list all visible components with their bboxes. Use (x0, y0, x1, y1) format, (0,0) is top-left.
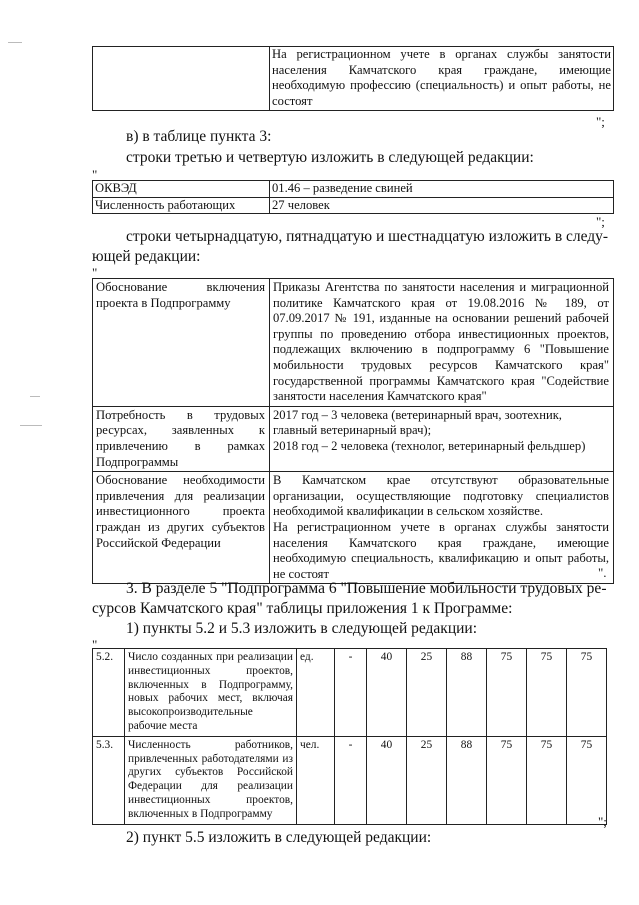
closing-quote: "; (598, 814, 607, 829)
indicator-value: 75 (567, 649, 607, 737)
paragraph-rows-14-16-line1: строки четырнадцатую, пятнадцатую и шестнадцатую изложить в следу- (126, 228, 609, 245)
indicators-table (92, 648, 607, 825)
top-table-empty-cell (93, 47, 270, 111)
indicator-value: 75 (487, 649, 527, 737)
scan-mark (20, 425, 42, 426)
scan-mark (8, 42, 22, 43)
indicator-number: 5.3. (93, 736, 125, 824)
paragraph-rows-14-16-line2: ющей редакции: (92, 248, 201, 265)
indicator-unit: ед. (297, 649, 335, 737)
scan-mark (30, 396, 40, 397)
okved-table (92, 180, 614, 214)
indicator-base: - (335, 649, 367, 737)
paragraph-p55: 2) пункт 5.5 изложить в следующей редакции: (126, 829, 432, 846)
indicator-base: - (335, 736, 367, 824)
opening-quote: " (92, 265, 98, 280)
opening-quote: " (92, 637, 98, 652)
opening-quote: " (92, 167, 98, 182)
indicator-value: 40 (367, 736, 407, 824)
attraction-text-2: На регистрационном учете в органах службы занятости населения Камчатского края граждане, имеющие необходимую специальность, квалификацию и опыт работы, не состоят (273, 519, 609, 581)
labor-need-label: Потребность в трудовых ресурсах, заявленных к привлечению в рамках Подпрограммы (93, 406, 270, 471)
indicator-unit: чел. (297, 736, 335, 824)
justification-label: Обоснование включения проекта в Подпрограмму (93, 279, 270, 407)
top-table (92, 46, 614, 111)
closing-quote: ". (598, 565, 607, 580)
labor-need-2017: 2017 год – 3 человека (ветеринарный врач, зоотехник, главный ветеринарный врач); (273, 407, 562, 438)
okved-value: 01.46 – разведение свиней (270, 181, 614, 198)
section-3-line2: сурсов Камчатского края" таблицы приложения 1 к Программе: (92, 600, 513, 617)
indicator-value: 75 (527, 649, 567, 737)
justification-value: Приказы Агентства по занятости населения и миграционной политике Камчатского края от 19.08.2016 № 189, от 07.09.2017 № 191, изданные на основании решений рабочей группы по проведению отбора инвестиционных проектов, подлежащих включению в подпрограмму 6 "Повышение мобильности трудовых ресурсов Камчатского края" государственной программы Камчатского края "Содействие занятости населения Камчатского края" (270, 279, 614, 407)
paragraph-v: в) в таблице пункта 3: (126, 128, 272, 145)
indicator-value: 25 (407, 649, 447, 737)
indicator-number: 5.2. (93, 649, 125, 737)
paragraph-rows-3-4: строки третью и четвертую изложить в следующей редакции: (126, 149, 534, 166)
labor-need-value (270, 406, 614, 471)
indicator-value: 88 (447, 736, 487, 824)
project-justification-table (92, 278, 614, 584)
indicator-value: 75 (527, 736, 567, 824)
attraction-value (270, 472, 614, 584)
indicator-value: 75 (567, 736, 607, 824)
table-row (93, 649, 607, 737)
indicator-value: 88 (447, 649, 487, 737)
indicator-value: 75 (487, 736, 527, 824)
section-3-line1: 3. В разделе 5 "Подпрограмма 6 "Повышение мобильности трудовых ре- (126, 580, 607, 597)
staff-count-value: 27 человек (270, 197, 614, 214)
okved-label: ОКВЭД (93, 181, 270, 198)
labor-need-2018: 2018 год – 2 человека (технолог, ветеринарный фельдшер) (273, 438, 586, 453)
indicator-value: 25 (407, 736, 447, 824)
indicator-value: 40 (367, 649, 407, 737)
closing-quote: "; (596, 214, 605, 229)
indicator-name: Число созданных при реализации инвестиционных проектов, включенных в Подпрограмму, новых рабочих мест, включая высокопроизводительные рабочие места (125, 649, 297, 737)
top-table-text: На регистрационном учете в органах службы занятости населения Камчатского края граждане, имеющие необходимую профессию (специальность) и опыт работы, не состоят (270, 47, 614, 111)
attraction-text-1: В Камчатском крае отсутствуют образовательные организации, осуществляющие подготовку специалистов необходимой квалификации в сельском хозяйстве. (273, 473, 609, 519)
attraction-label: Обоснование необходимости привлечения для реализации инвестиционного проекта граждан из других субъектов Российской Федерации (93, 472, 270, 584)
closing-quote: "; (596, 114, 605, 129)
staff-count-label: Численность работающих (93, 197, 270, 214)
table-row (93, 736, 607, 824)
section-3-line3: 1) пункты 5.2 и 5.3 изложить в следующей редакции: (126, 620, 478, 637)
indicator-name: Численность работников, привлеченных работодателями из других субъектов Российской Федерации для реализации инвестиционных проектов, включенных в Подпрограмму (125, 736, 297, 824)
